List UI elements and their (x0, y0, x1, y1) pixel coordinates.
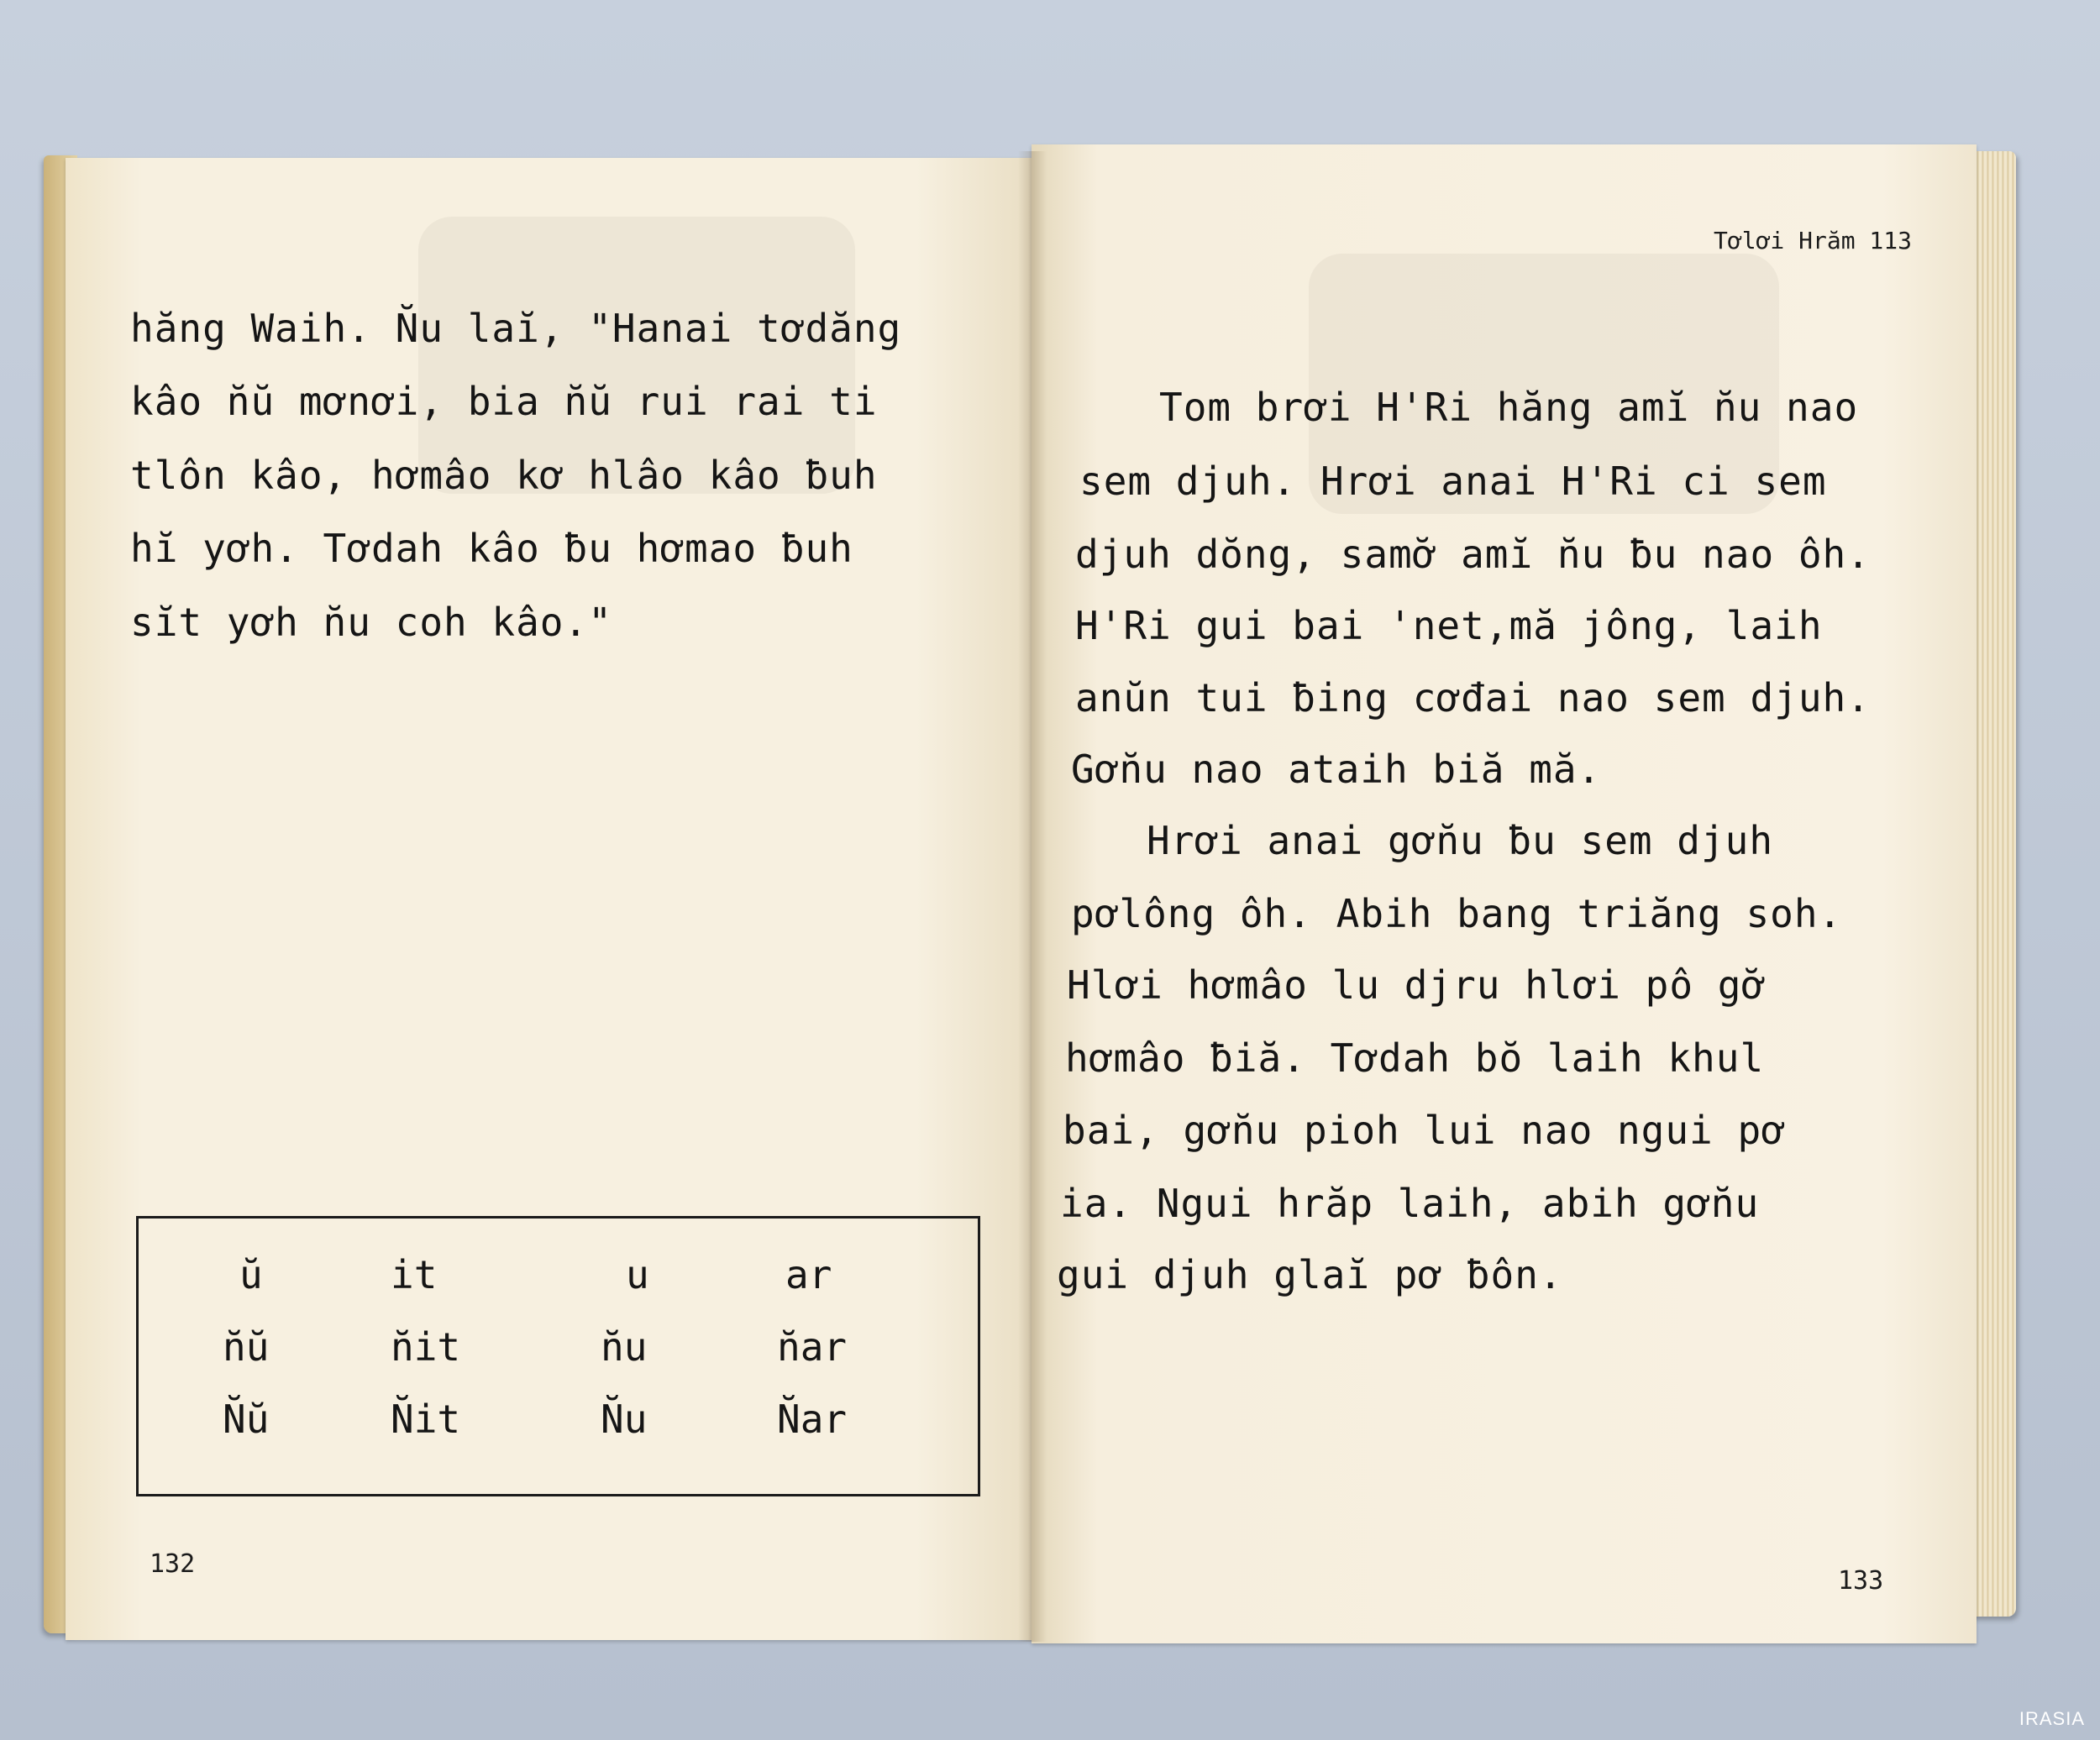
letter-cell: N̆ar (777, 1397, 848, 1442)
left-page-number: 132 (150, 1549, 196, 1579)
right-line-2: sem djuh. Hrơi anai H'Ri ci sem (1079, 459, 1827, 504)
left-line-5: sĭt yơh n̆u coh kâo." (130, 600, 612, 645)
letter-cell: N̆it (391, 1397, 461, 1442)
letter-cell: ar (785, 1252, 832, 1297)
right-line-3: djuh dŏng, samơ̆ amĭ n̆u ƀu nao ôh. (1075, 532, 1871, 577)
left-line-3: tlôn kâo, hơmâo kơ hlâo kâo ƀuh (130, 453, 878, 498)
right-line-6: Gơn̆u nao ataih biă mă. (1071, 747, 1602, 792)
letter-cell: u (626, 1252, 649, 1297)
letter-cell: n̆it (391, 1324, 461, 1370)
right-line-13: gui djuh glaĭ pơ ƀôn. (1057, 1252, 1563, 1297)
letter-cell: n̆ar (777, 1324, 848, 1370)
right-line-12: ia. Ngui hrăp laih, abih gơn̆u (1060, 1181, 1760, 1226)
left-line-4: hĭ yơh. Tơdah kâo ƀu hơmao ƀuh (130, 526, 853, 571)
letter-cell: n̆ŭ (223, 1324, 270, 1370)
letter-cell: n̆u (601, 1324, 648, 1370)
right-page-number: 133 (1838, 1566, 1884, 1596)
right-line-4: H'Ri gui bai 'net,mă jông, laih (1075, 603, 1823, 648)
right-line-5: anŭn tui ƀing cơđai nao sem djuh. (1075, 675, 1871, 721)
right-line-8: pơlông ôh. Abih bang triăng soh. (1071, 891, 1843, 936)
letter-cell: N̆ŭ (223, 1397, 270, 1442)
book-gutter (1018, 151, 1047, 1642)
left-line-2: kâo n̆ŭ mơnơi, bia n̆ŭ rui rai ti (130, 379, 878, 424)
running-head: Tơlơi Hrăm 113 (1714, 227, 1913, 254)
right-line-9: Hlơi hơmâo lu djru hlơi pô gơ̆ (1067, 962, 1767, 1008)
right-line-1: Tom brơi H'Ri hăng amĭ n̆u nao (1159, 385, 1859, 430)
right-line-7: Hrơi anai gơn̆u ƀu sem djuh (1147, 818, 1774, 863)
left-line-1: hăng Waih. N̆u laĭ, "Hanai tơdăng (130, 306, 902, 351)
letter-cell: N̆u (601, 1397, 648, 1442)
right-line-11: bai, gơn̆u pioh lui nao ngui pơ (1063, 1108, 1786, 1153)
watermark: IRASIA (2019, 1708, 2085, 1729)
right-line-10: hơmâo ƀiă. Tơdah bŏ laih khul (1065, 1035, 1765, 1081)
letter-cell: it (391, 1252, 438, 1297)
letter-cell: ŭ (239, 1252, 263, 1297)
letter-table (136, 1216, 980, 1496)
